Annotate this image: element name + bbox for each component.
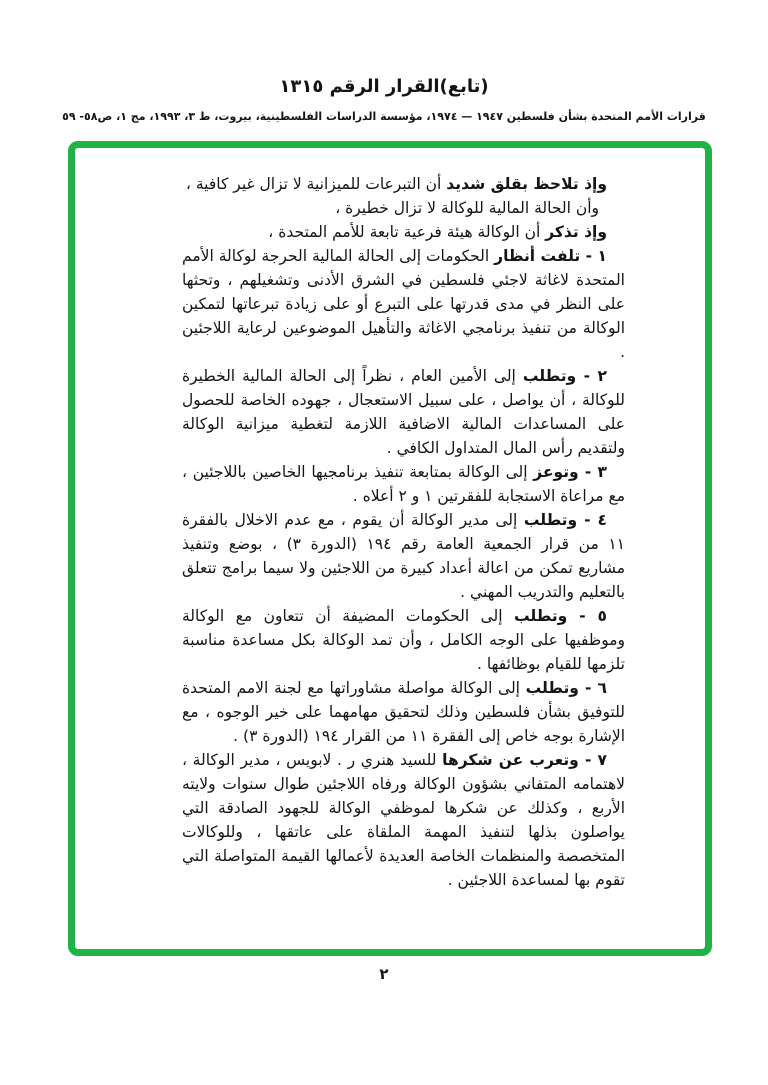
page-title: (تابع)القرار الرقم ١٣١٥ bbox=[279, 76, 489, 97]
paragraph-1 bbox=[182, 244, 625, 364]
preamble-paragraph bbox=[182, 196, 625, 220]
preamble-lead: وإذ تلاحظ بقلق شديد bbox=[446, 175, 607, 193]
paragraph-4 bbox=[182, 508, 625, 604]
paragraph-lead: تلفت أنظار bbox=[494, 247, 581, 265]
paragraph-number: ٦ - bbox=[578, 679, 607, 697]
paragraph-text: إلى الأمين العام ، نظراً إلى الحالة المالية الخطيرة للوكالة ، أن يواصل ، على سبيل الاستعجال ، جهوده الخاصة للحصول على المساعدات المالية الاضافية اللازمة لتغطية ميزانية الوكالة ولتقديم رأس المال المتداول الكافي . bbox=[182, 367, 625, 457]
paragraph-lead: وتعرب عن شكرها bbox=[442, 751, 579, 769]
resolution-text bbox=[182, 172, 625, 892]
preamble-lead: وإذ تذكر bbox=[545, 223, 607, 241]
paragraph-text: الحكومات إلى الحالة المالية الحرجة لوكالة الأمم المتحدة لاغاثة لاجئي فلسطين في الشرق الأدنى وتشغيلهم ، وتحثها على النظر في مدى قدرتها على التبرع أو على زيادة تبرعاتها لتمكين الوكالة من تنفيذ برنامجي الاغاثة والتأهيل الموضوعين لرعاية اللاجئين . bbox=[182, 247, 625, 361]
preamble-text: وأن الحالة المالية للوكالة لا تزال خطيرة ، bbox=[335, 199, 599, 217]
paragraph-5 bbox=[182, 604, 625, 676]
paragraph-lead: وتطلب bbox=[523, 511, 578, 529]
paragraph-lead: وتطلب bbox=[513, 607, 568, 625]
paragraph-lead: وتطلب bbox=[522, 367, 577, 385]
paragraph-text: إلى الوكالة بمتابعة تنفيذ برنامجيها الخاصين باللاجئين ، مع مراعاة الاستجابة للفقرتين ١ و ٢ أعلاه . bbox=[182, 463, 625, 505]
page-number: ٢ bbox=[379, 965, 389, 983]
preamble-paragraph bbox=[182, 172, 625, 196]
paragraph-3 bbox=[182, 460, 625, 508]
paragraph-2 bbox=[182, 364, 625, 460]
paragraph-6 bbox=[182, 676, 625, 748]
paragraph-text: للسيد هنري ر . لابويس ، مدير الوكالة ، لاهتمامه المتفاني بشؤون الوكالة ورفاه اللاجئين طوال سنوات ولايته الأربع ، وكذلك عن شكرها لموظفي الوكالة للجهود الصادقة التي يواصلون بذلها لتنفيذ المهمة الملقاة على عاتقها ، وللوكالات المتخصصة والمنظمات الخاصة العديدة لأعمالها القيمة المتواصلة التي تقوم بها لمساعدة اللاجئين . bbox=[182, 751, 625, 889]
paragraph-number: ٤ - bbox=[577, 511, 607, 529]
paragraph-number: ٣ - bbox=[578, 463, 607, 481]
paragraph-lead: وتطلب bbox=[525, 679, 579, 697]
preamble-text: أن التبرعات للميزانية لا تزال غير كافية ، bbox=[185, 175, 447, 193]
paragraph-lead: وتوعز bbox=[533, 463, 579, 481]
paragraph-number: ١ - bbox=[580, 247, 607, 265]
citation-line: قرارات الأمم المتحدة بشأن فلسطين ١٩٤٧ — ١٩٧٤، مؤسسة الدراسات الفلسطينية، بيروت، ط ٣، ١٩٩٣، مج ١، ص٥٨- ٥٩ bbox=[62, 110, 706, 123]
paragraph-text: إلى الوكالة مواصلة مشاوراتها مع لجنة الامم المتحدة للتوفيق بشأن فلسطين وذلك لتحقيق مهامهما على خير الوجوه ، مع الإشارة بوجه خاص إلى الفقرة ١١ من القرار ١٩٤ (الدورة ٣) . bbox=[182, 679, 625, 745]
paragraph-text: إلى الحكومات المضيفة أن تتعاون مع الوكالة وموظفيها على الوجه الكامل ، وأن تمد الوكالة بكل مساعدة مناسبة تلزمها للقيام بوظائفها . bbox=[182, 607, 625, 673]
preamble-text: أن الوكالة هيئة فرعية تابعة للأمم المتحدة ، bbox=[268, 223, 546, 241]
paragraph-number: ٢ - bbox=[576, 367, 607, 385]
preamble-paragraph bbox=[182, 220, 625, 244]
paragraph-7 bbox=[182, 748, 625, 892]
paragraph-number: ٥ - bbox=[567, 607, 607, 625]
paragraph-number: ٧ - bbox=[578, 751, 607, 769]
paragraph-text: إلى مدير الوكالة أن يقوم ، مع عدم الاخلال بالفقرة ١١ من قرار الجمعية العامة رقم ١٩٤ (الدورة ٣) ، بوضع وتنفيذ مشاريع تمكن من اعالة أعداد كبيرة من اللاجئين ولا سيما برامج تتعلق بالتعليم والتدريب المهني . bbox=[182, 511, 625, 601]
